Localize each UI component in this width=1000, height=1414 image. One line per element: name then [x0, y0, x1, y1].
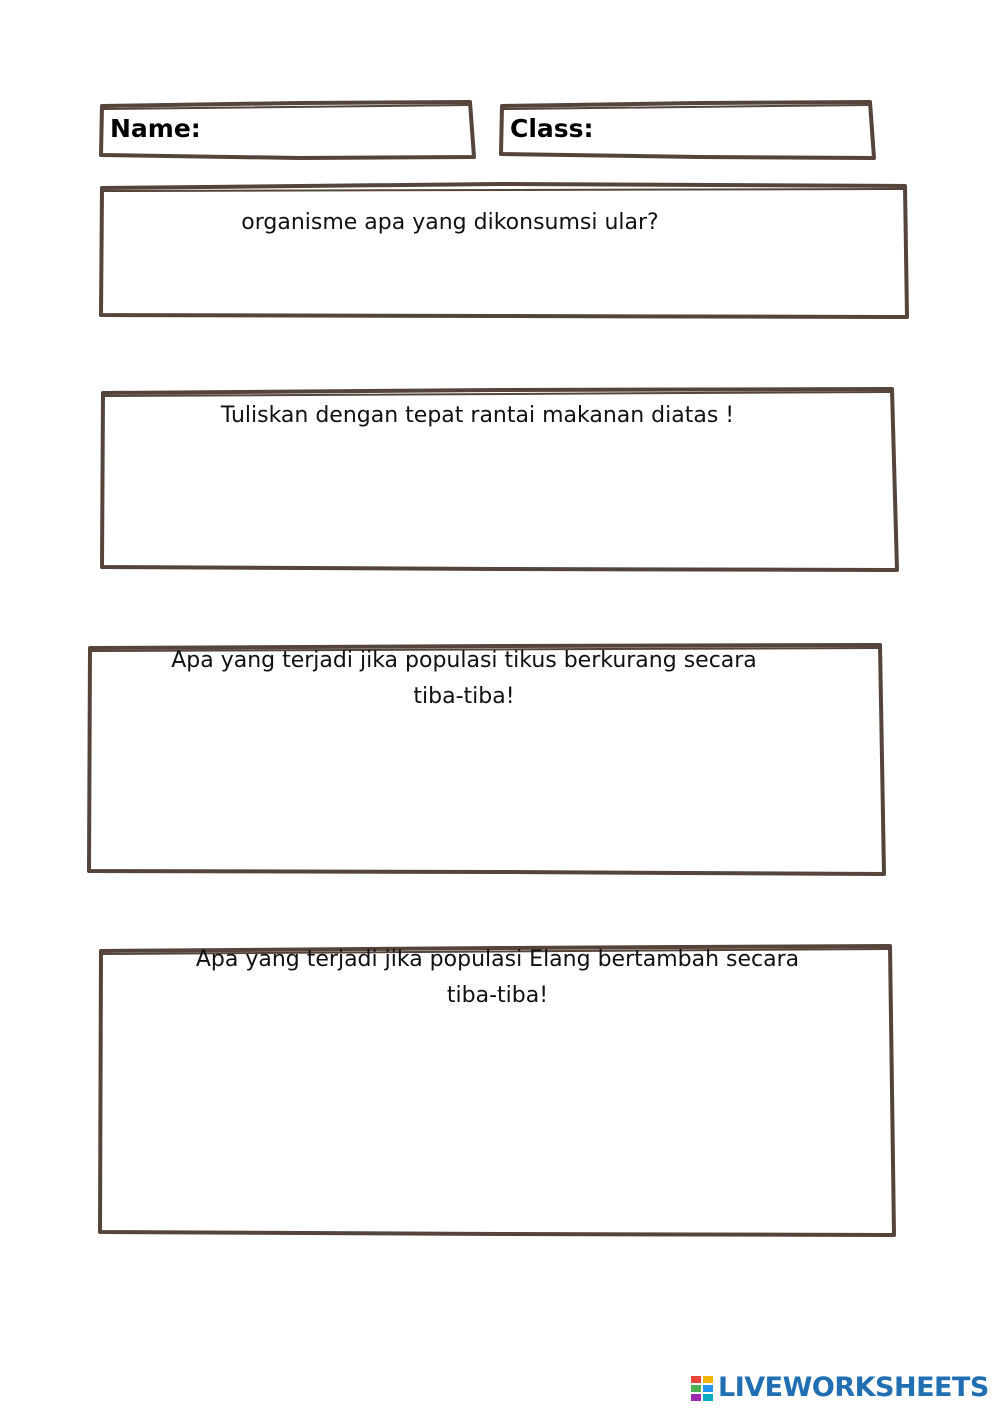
liveworksheets-logo-icon	[690, 1374, 714, 1402]
question-4	[150, 942, 845, 1014]
question-4-line-2: tiba-tiba!	[446, 983, 549, 1008]
question-2-text: Tuliskan dengan tepat rantai makanan diatas !	[220, 403, 735, 428]
question-1	[150, 205, 750, 241]
question-1-text: organisme apa yang dikonsumsi ular?	[241, 210, 659, 235]
question-4-line-1: Apa yang terjadi jika populasi Elang bertambah secara	[195, 947, 800, 972]
question-3-line-2: tiba-tiba!	[413, 684, 515, 709]
brand-name: LIVEWORKSHEETS	[718, 1372, 989, 1403]
question-3	[120, 643, 808, 715]
liveworksheets-brand	[690, 1372, 989, 1403]
class-label: Class:	[510, 114, 594, 143]
question-2	[130, 398, 825, 434]
question-3-line-1: Apa yang terjadi jika populasi tikus berkurang secara	[171, 648, 757, 673]
name-label: Name:	[110, 114, 201, 143]
